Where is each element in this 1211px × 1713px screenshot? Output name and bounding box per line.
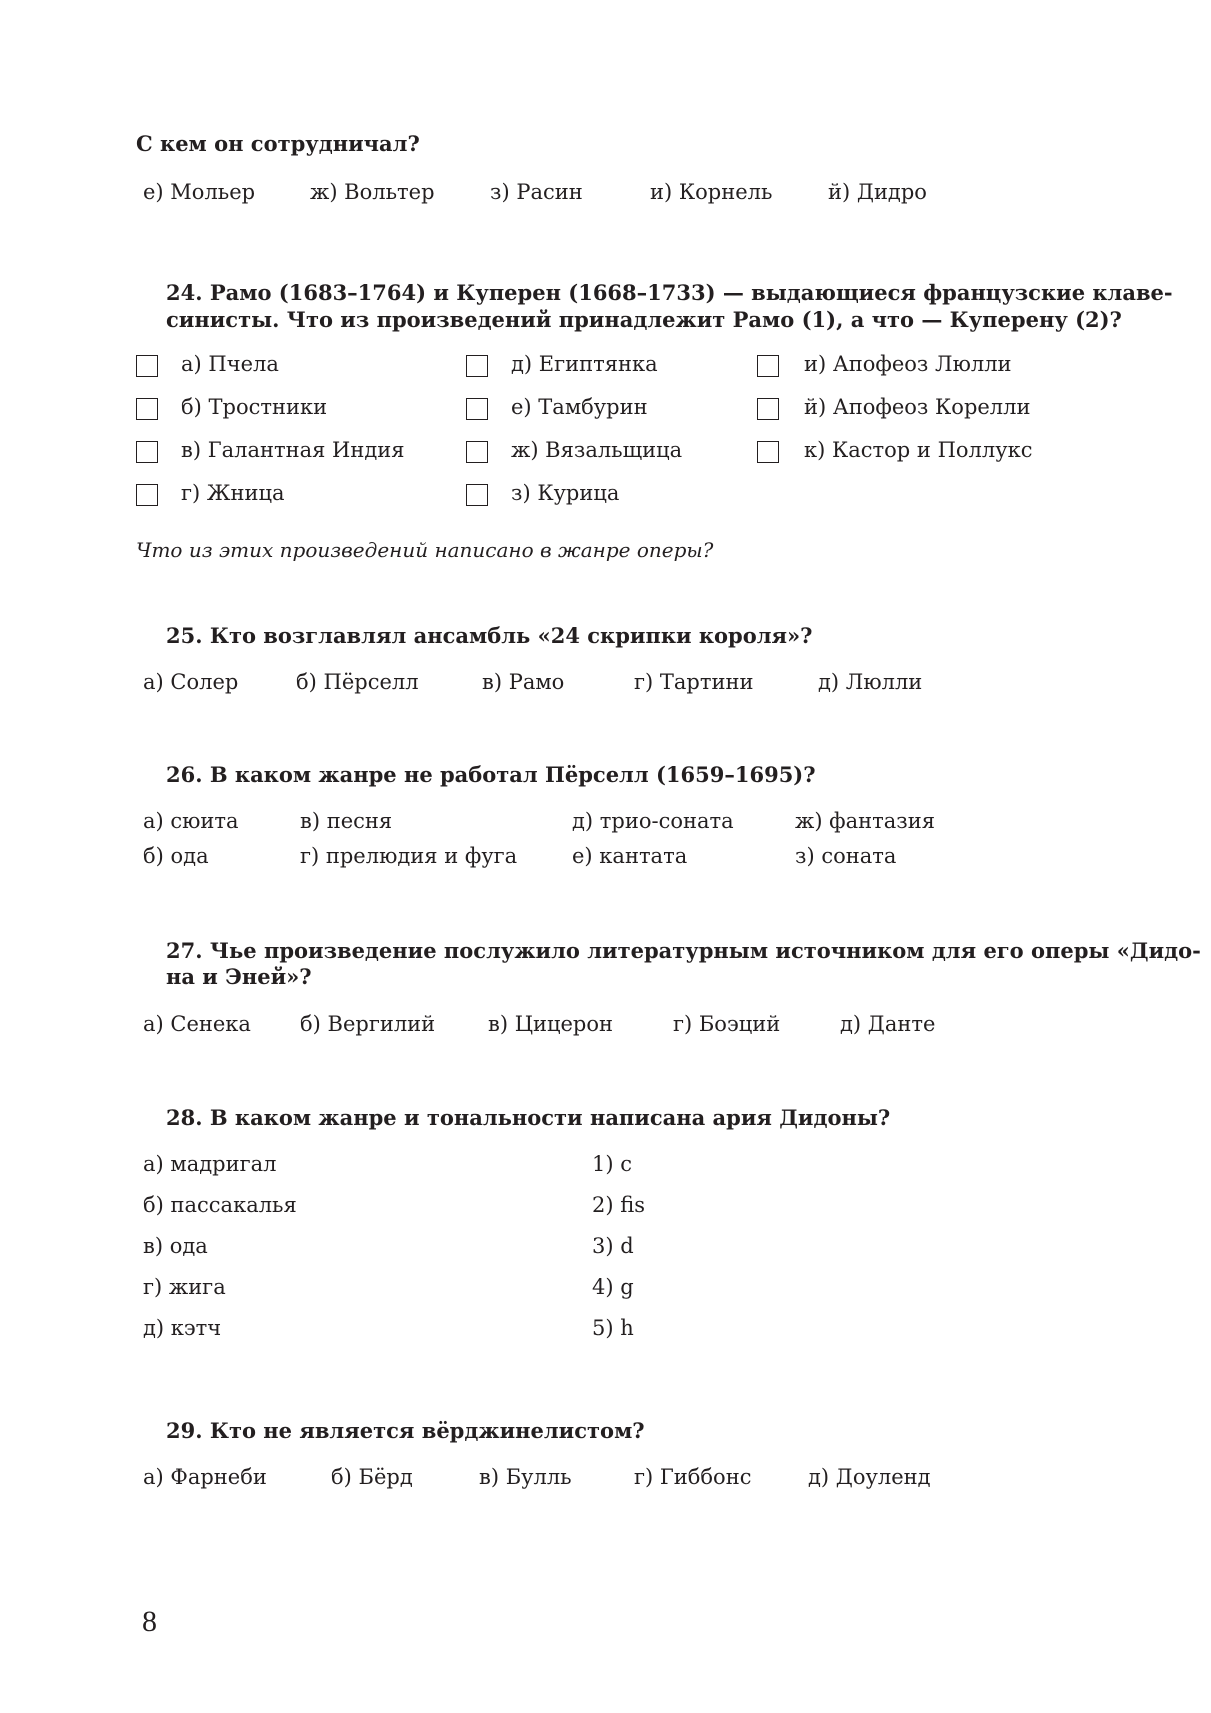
q24-checkbox-v[interactable]: [136, 441, 158, 463]
q24-item-a: а) Пчела: [181, 352, 279, 376]
q28-genre-b[interactable]: б) пассакалья: [143, 1193, 297, 1217]
q28-key-2[interactable]: 2) fis: [592, 1193, 646, 1217]
q23-option-zh[interactable]: ж) Вольтер: [310, 180, 435, 204]
q29-option-g[interactable]: г) Гиббонс: [634, 1465, 752, 1489]
q29-option-a[interactable]: а) Фарнеби: [143, 1465, 267, 1489]
q24-item-d: д) Египтянка: [511, 352, 658, 376]
q24-checkbox-a[interactable]: [136, 355, 158, 377]
q24-item-zh: ж) Вязальщица: [511, 438, 683, 462]
q27-option-b[interactable]: б) Вергилий: [300, 1012, 436, 1036]
q25-option-v[interactable]: в) Рамо: [482, 670, 565, 694]
q26-title: 26. В каком жанре не работал Пёрселл (1659–1695)?: [166, 762, 816, 787]
q28-key-1[interactable]: 1) c: [592, 1152, 632, 1176]
q29-option-d[interactable]: д) Доуленд: [808, 1465, 931, 1489]
q24-item-j: й) Апофеоз Корелли: [804, 395, 1031, 419]
q24-title-line2: синисты. Что из произведений принадлежит Рамо (1), а что — Куперену (2)?: [166, 307, 1122, 332]
q25-option-b[interactable]: б) Пёрселл: [296, 670, 419, 694]
q24-checkbox-j[interactable]: [757, 398, 779, 420]
q28-genre-g[interactable]: г) жига: [143, 1275, 226, 1299]
q24-item-b: б) Тростники: [181, 395, 328, 419]
q28-genre-a[interactable]: а) мадригал: [143, 1152, 277, 1176]
q26-option-v[interactable]: в) песня: [300, 809, 393, 833]
q23-option-j[interactable]: й) Дидро: [828, 180, 927, 204]
q29-title: 29. Кто не является вёрджинелистом?: [166, 1418, 645, 1443]
q27-option-g[interactable]: г) Боэций: [673, 1012, 781, 1036]
q26-option-z[interactable]: з) соната: [795, 844, 897, 868]
q24-title-line1: 24. Рамо (1683–1764) и Куперен (1668–1733) — выдающиеся французские клаве-: [166, 280, 1173, 305]
q29-option-b[interactable]: б) Бёрд: [331, 1465, 413, 1489]
q28-genre-v[interactable]: в) ода: [143, 1234, 208, 1258]
q24-checkbox-i[interactable]: [757, 355, 779, 377]
q24-checkbox-z[interactable]: [466, 484, 488, 506]
q23-option-e[interactable]: е) Мольер: [143, 180, 256, 204]
q26-option-e[interactable]: е) кантата: [572, 844, 688, 868]
q26-option-b[interactable]: б) ода: [143, 844, 209, 868]
q25-option-d[interactable]: д) Люлли: [818, 670, 923, 694]
q27-option-v[interactable]: в) Цицерон: [488, 1012, 614, 1036]
q23-option-i[interactable]: и) Корнель: [650, 180, 773, 204]
q23-option-z[interactable]: з) Расин: [490, 180, 583, 204]
q28-genre-d[interactable]: д) кэтч: [143, 1316, 222, 1340]
q24-checkbox-k[interactable]: [757, 441, 779, 463]
q24-checkbox-zh[interactable]: [466, 441, 488, 463]
q26-option-d[interactable]: д) трио-соната: [572, 809, 734, 833]
q24-item-z: з) Курица: [511, 481, 620, 505]
q24-item-g: г) Жница: [181, 481, 285, 505]
q24-note: Что из этих произведений написано в жанре оперы?: [136, 538, 714, 562]
page-number: 8: [142, 1605, 157, 1638]
q24-item-e: е) Тамбурин: [511, 395, 648, 419]
q24-item-i: и) Апофеоз Люлли: [804, 352, 1012, 376]
q27-option-a[interactable]: а) Сенека: [143, 1012, 251, 1036]
q24-item-k: к) Кастор и Поллукс: [804, 438, 1033, 462]
q27-title-line2: на и Эней»?: [166, 964, 312, 989]
q24-checkbox-e[interactable]: [466, 398, 488, 420]
q24-checkbox-d[interactable]: [466, 355, 488, 377]
q28-title: 28. В каком жанре и тональности написана ария Дидоны?: [166, 1105, 891, 1130]
q23-subtitle: С кем он сотрудничал?: [136, 131, 420, 156]
q29-option-v[interactable]: в) Булль: [479, 1465, 572, 1489]
q26-option-a[interactable]: а) сюита: [143, 809, 239, 833]
q28-key-5[interactable]: 5) h: [592, 1316, 634, 1340]
q25-option-a[interactable]: а) Солер: [143, 670, 239, 694]
q25-option-g[interactable]: г) Тартини: [634, 670, 754, 694]
q26-option-g[interactable]: г) прелюдия и фуга: [300, 844, 518, 868]
q24-checkbox-b[interactable]: [136, 398, 158, 420]
q26-option-zh[interactable]: ж) фантазия: [795, 809, 935, 833]
q24-checkbox-g[interactable]: [136, 484, 158, 506]
q27-title-line1: 27. Чье произведение послужило литературным источником для его оперы «Дидо-: [166, 938, 1201, 963]
q28-key-4[interactable]: 4) g: [592, 1275, 634, 1299]
q27-option-d[interactable]: д) Данте: [840, 1012, 936, 1036]
q25-title: 25. Кто возглавлял ансамбль «24 скрипки короля»?: [166, 623, 813, 648]
q24-item-v: в) Галантная Индия: [181, 438, 405, 462]
q28-key-3[interactable]: 3) d: [592, 1234, 634, 1258]
